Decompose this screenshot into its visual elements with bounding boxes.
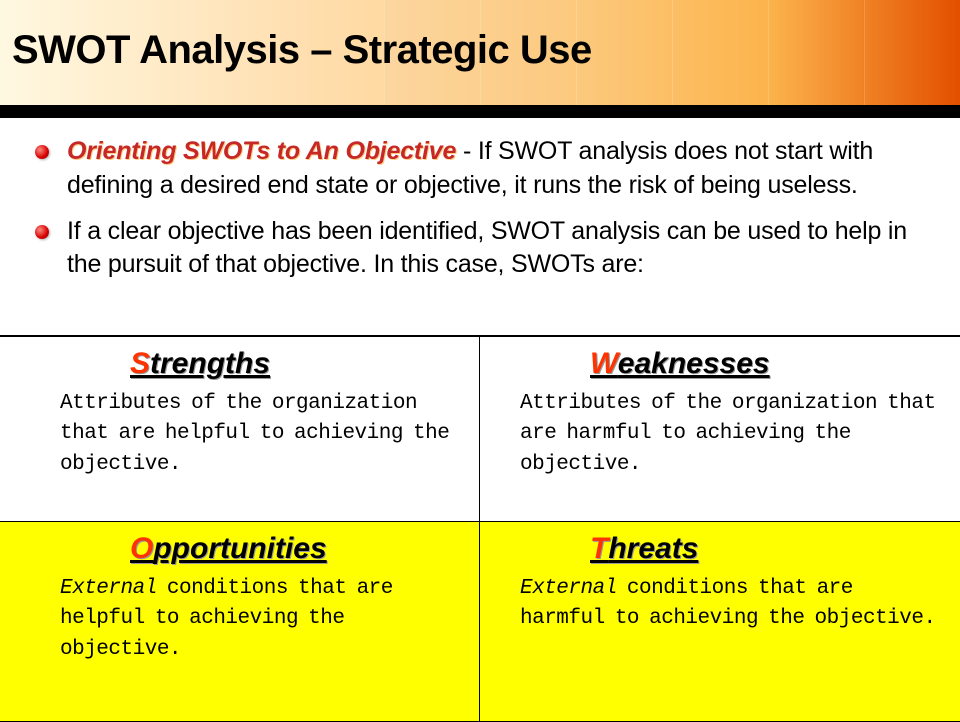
strengths-desc: Attributes of the organization that are helpful to achieving the objective. [60,392,450,476]
bullet-point-2 [35,215,940,283]
strengths-cell [0,337,480,522]
weaknesses-header: Weaknesses [590,347,770,380]
weaknesses-desc: Attributes of the organization that are harmful to achieving the objective. [520,392,936,476]
slide-title: SWOT Analysis – Strategic Use [12,28,592,72]
weaknesses-cell [480,337,960,522]
header-divider [0,105,960,118]
threats-desc: External conditions that are harmful to achieving the objective. [520,577,936,631]
bullet-text: - If SWOT analysis does not start with defining a desired end state or objective, it runs the risk of being useless. [67,137,874,199]
bullet-point-1 [35,135,940,203]
threats-header: Threats [590,532,699,565]
threats-cell [480,522,960,722]
opportunities-desc: External conditions that are helpful to achieving the objective. [60,577,393,661]
bullet-text: If a clear objective has been identified, SWOT analysis can be used to help in the pursuit of that objective. In this case, SWOTs are: [67,216,907,279]
bullet-icon [35,145,49,159]
strengths-header: Strengths [130,347,271,380]
content-area [35,135,940,294]
opportunities-cell [0,522,480,722]
header-banner [0,0,960,105]
swot-table [0,335,960,722]
opportunities-header: Opportunities [130,532,327,565]
bullet-highlight: Orienting SWOTs to An Objective [67,137,457,165]
bullet-icon [35,225,49,239]
